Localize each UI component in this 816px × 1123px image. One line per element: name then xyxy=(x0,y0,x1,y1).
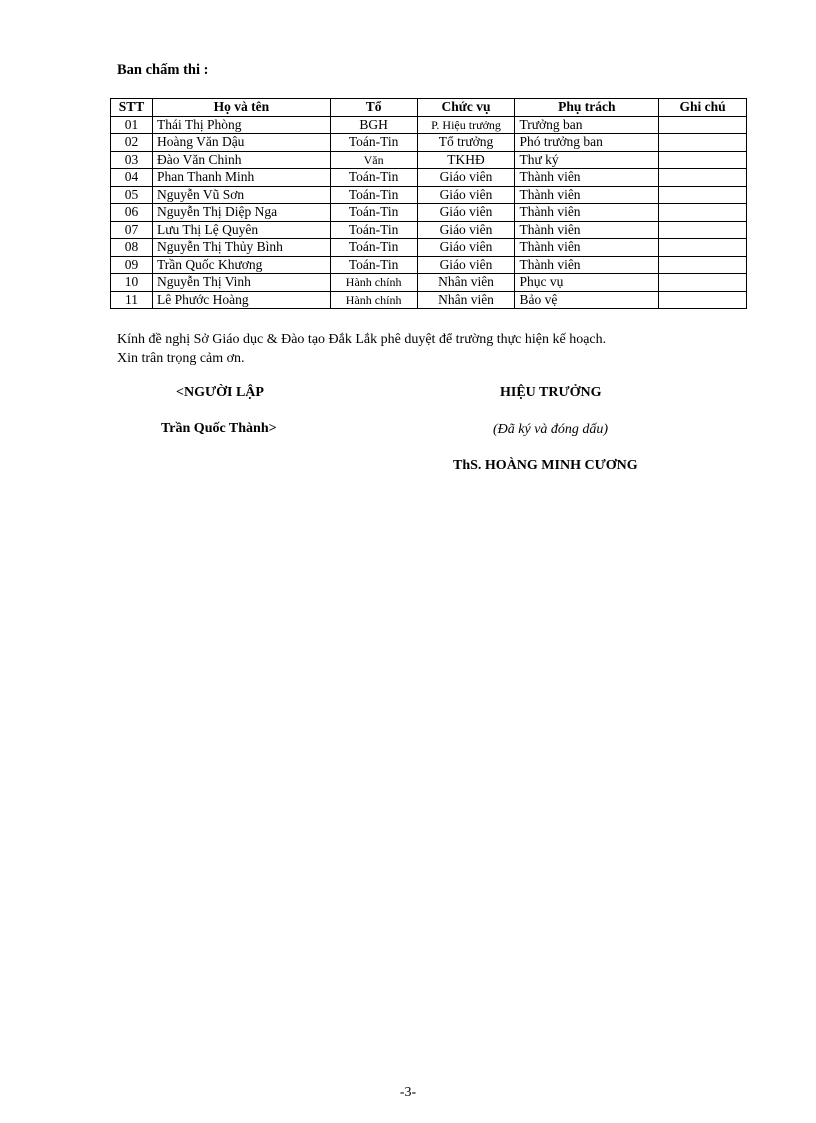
principal-signature-note: (Đã ký và đóng dấu) xyxy=(493,422,609,437)
cell-name: Nguyễn Thị Vinh xyxy=(152,274,330,292)
cell-note xyxy=(659,134,747,152)
cell-stt: 07 xyxy=(111,221,153,239)
table-row xyxy=(111,274,747,292)
cell-name: Hoàng Văn Dậu xyxy=(152,134,330,152)
cell-stt: 03 xyxy=(111,151,153,169)
cell-name: Nguyễn Thị Diệp Nga xyxy=(152,204,330,222)
cell-position: Nhân viên xyxy=(417,274,515,292)
cell-position: Tổ trưởng xyxy=(417,134,515,152)
table-row xyxy=(111,221,747,239)
cell-note xyxy=(659,221,747,239)
cell-responsibility: Thành viên xyxy=(515,221,659,239)
table-row xyxy=(111,151,747,169)
cell-name: Nguyễn Thị Thủy Bình xyxy=(152,239,330,257)
cell-name: Trần Quốc Khương xyxy=(152,256,330,274)
header-position: Chức vụ xyxy=(417,99,515,117)
cell-position: TKHĐ xyxy=(417,151,515,169)
cell-position: Giáo viên xyxy=(417,204,515,222)
cell-responsibility: Thành viên xyxy=(515,204,659,222)
cell-position: Giáo viên xyxy=(417,186,515,204)
closing-text xyxy=(117,330,606,368)
cell-group: Hành chính xyxy=(330,274,417,292)
cell-stt: 01 xyxy=(111,116,153,134)
cell-responsibility: Thành viên xyxy=(515,256,659,274)
cell-note xyxy=(659,169,747,187)
cell-responsibility: Trưởng ban xyxy=(515,116,659,134)
cell-group: Văn xyxy=(330,151,417,169)
cell-name: Thái Thị Phòng xyxy=(152,116,330,134)
cell-group: Toán-Tin xyxy=(330,256,417,274)
principal-name: ThS. HOÀNG MINH CƯƠNG xyxy=(453,458,638,473)
table-row xyxy=(111,291,747,309)
header-stt: STT xyxy=(111,99,153,117)
cell-note xyxy=(659,204,747,222)
cell-group: Toán-Tin xyxy=(330,221,417,239)
cell-group: Toán-Tin xyxy=(330,186,417,204)
cell-name: Đào Văn Chinh xyxy=(152,151,330,169)
header-name: Họ và tên xyxy=(152,99,330,117)
cell-stt: 09 xyxy=(111,256,153,274)
cell-responsibility: Phó trưởng ban xyxy=(515,134,659,152)
closing-thanks: Xin trân trọng cảm ơn. xyxy=(117,351,245,366)
cell-responsibility: Phục vụ xyxy=(515,274,659,292)
cell-stt: 06 xyxy=(111,204,153,222)
cell-note xyxy=(659,239,747,257)
cell-name: Lê Phước Hoàng xyxy=(152,291,330,309)
table-row xyxy=(111,169,747,187)
closing-request: Kính đề nghị Sở Giáo dục & Đào tạo Đắk Lắk phê duyệt để trường thực hiện kế hoạch. xyxy=(117,332,607,347)
cell-group: Toán-Tin xyxy=(330,204,417,222)
header-responsibility: Phụ trách xyxy=(515,99,659,117)
table-body xyxy=(111,116,747,309)
cell-responsibility: Thư ký xyxy=(515,151,659,169)
cell-position: P. Hiệu trưởng xyxy=(417,116,515,134)
cell-note xyxy=(659,274,747,292)
cell-note xyxy=(659,291,747,309)
principal-title: HIỆU TRƯỞNG xyxy=(500,385,602,400)
cell-name: Phan Thanh Minh xyxy=(152,169,330,187)
cell-responsibility: Thành viên xyxy=(515,169,659,187)
cell-stt: 05 xyxy=(111,186,153,204)
cell-position: Nhân viên xyxy=(417,291,515,309)
section-title: Ban chấm thi : xyxy=(117,62,209,78)
preparer-title: <NGƯỜI LẬP xyxy=(176,385,264,400)
preparer-name: Trần Quốc Thành> xyxy=(161,421,277,436)
table-header-row xyxy=(111,99,747,117)
cell-note xyxy=(659,186,747,204)
cell-name: Lưu Thị Lệ Quyên xyxy=(152,221,330,239)
table-row xyxy=(111,204,747,222)
cell-responsibility: Thành viên xyxy=(515,186,659,204)
cell-position: Giáo viên xyxy=(417,221,515,239)
cell-note xyxy=(659,256,747,274)
table-row xyxy=(111,186,747,204)
table-row xyxy=(111,116,747,134)
cell-stt: 11 xyxy=(111,291,153,309)
cell-group: Toán-Tin xyxy=(330,239,417,257)
cell-stt: 10 xyxy=(111,274,153,292)
header-note: Ghi chú xyxy=(659,99,747,117)
cell-position: Giáo viên xyxy=(417,239,515,257)
cell-group: Toán-Tin xyxy=(330,169,417,187)
committee-table xyxy=(110,98,747,309)
header-group: Tổ xyxy=(330,99,417,117)
table-row xyxy=(111,134,747,152)
cell-stt: 02 xyxy=(111,134,153,152)
cell-responsibility: Bảo vệ xyxy=(515,291,659,309)
cell-group: Hành chính xyxy=(330,291,417,309)
cell-position: Giáo viên xyxy=(417,169,515,187)
cell-name: Nguyễn Vũ Sơn xyxy=(152,186,330,204)
cell-group: Toán-Tin xyxy=(330,134,417,152)
cell-group: BGH xyxy=(330,116,417,134)
cell-responsibility: Thành viên xyxy=(515,239,659,257)
cell-note xyxy=(659,151,747,169)
cell-stt: 04 xyxy=(111,169,153,187)
table-row xyxy=(111,239,747,257)
table-row xyxy=(111,256,747,274)
cell-stt: 08 xyxy=(111,239,153,257)
cell-position: Giáo viên xyxy=(417,256,515,274)
page-number: -3- xyxy=(399,1085,417,1100)
cell-note xyxy=(659,116,747,134)
